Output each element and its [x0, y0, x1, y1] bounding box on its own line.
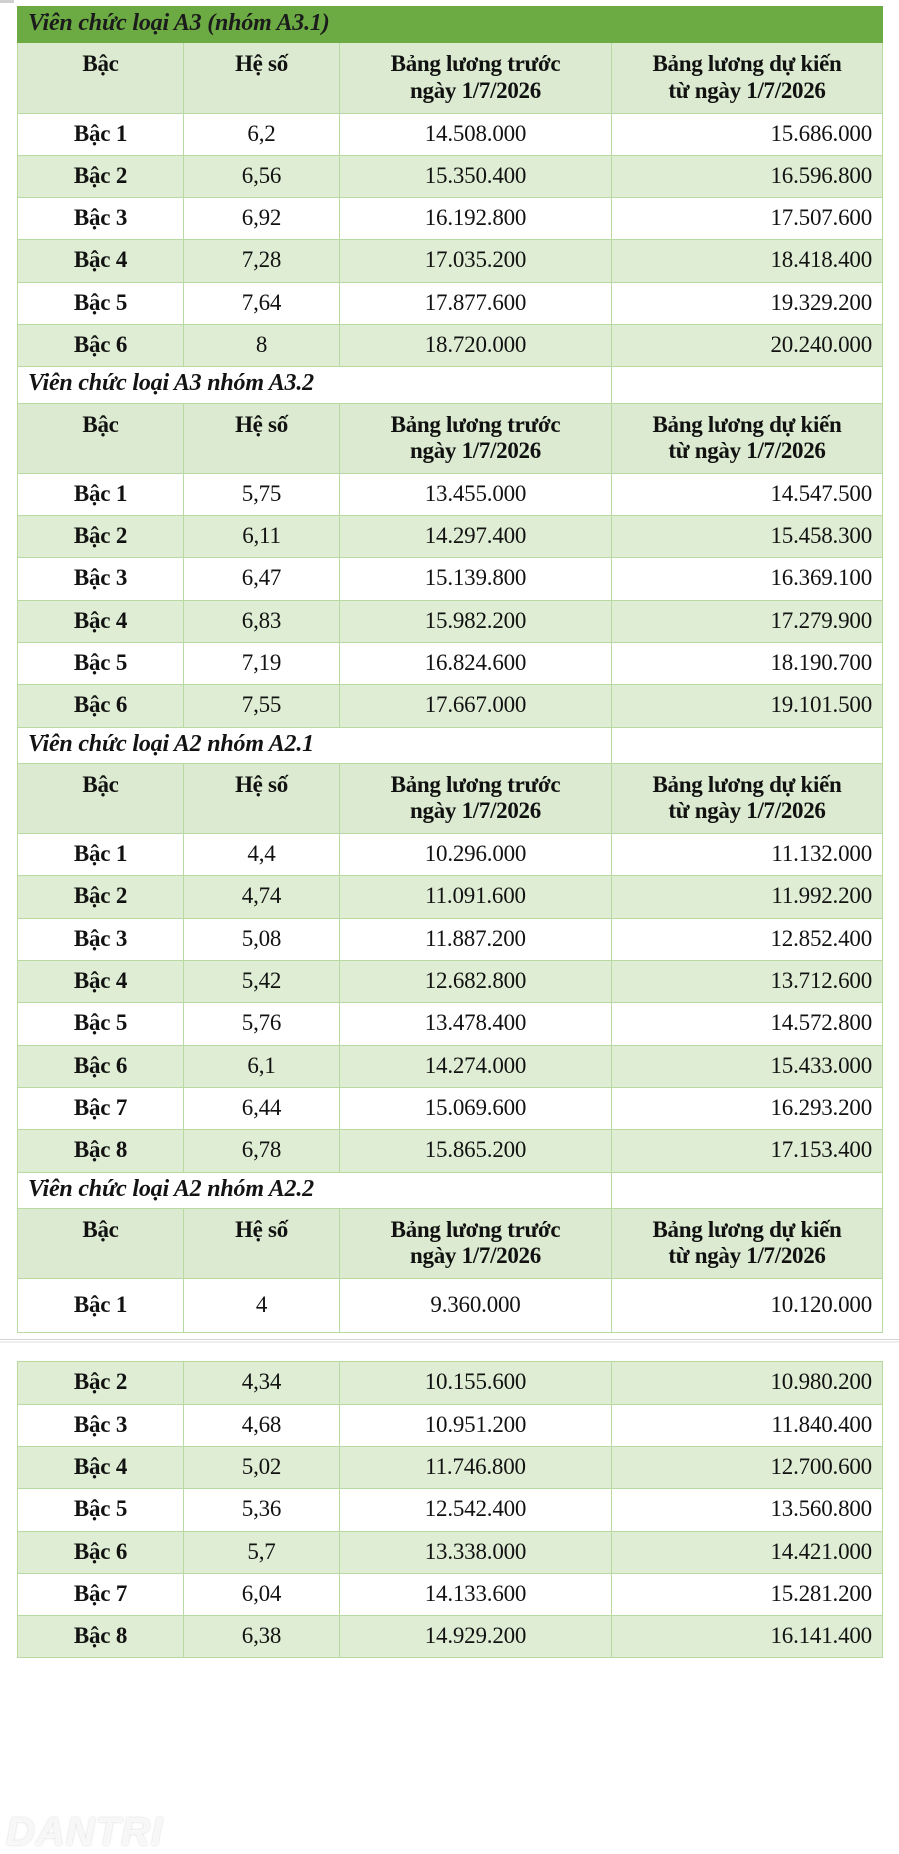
screenshot-seam [0, 1333, 899, 1355]
table-row [18, 834, 883, 876]
column-header-he-so: Hệ số [184, 403, 340, 473]
cell-salary-after: 12.700.600 [612, 1446, 883, 1488]
cell-he-so: 5,75 [184, 473, 340, 515]
group-title-label: Viên chức loại A3 (nhóm A3.1) [18, 7, 883, 43]
group-title-row [18, 727, 883, 763]
cell-bac: Bậc 6 [18, 325, 184, 367]
column-header-after-line2: từ ngày 1/7/2026 [668, 438, 826, 464]
table-row [18, 1531, 883, 1573]
table-row [18, 961, 883, 1003]
cell-salary-before: 10.155.600 [340, 1362, 612, 1404]
cell-salary-before: 17.877.600 [340, 282, 612, 324]
group-title-row [18, 1172, 883, 1208]
cell-salary-after: 20.240.000 [612, 325, 883, 367]
table-row [18, 240, 883, 282]
cell-he-so: 5,76 [184, 1003, 340, 1045]
column-header-after-line1: Bảng lương dự kiến [652, 51, 842, 77]
cell-bac: Bậc 3 [18, 198, 184, 240]
cell-salary-after: 16.596.800 [612, 155, 883, 197]
cell-salary-before: 13.338.000 [340, 1531, 612, 1573]
cell-salary-before: 12.542.400 [340, 1489, 612, 1531]
cell-bac: Bậc 6 [18, 1045, 184, 1087]
column-header-before [340, 43, 612, 113]
cell-bac: Bậc 6 [18, 1531, 184, 1573]
cell-salary-before: 11.746.800 [340, 1446, 612, 1488]
cell-bac: Bậc 8 [18, 1616, 184, 1658]
cell-he-so: 6,2 [184, 113, 340, 155]
column-header-before-line1: Bảng lương trước [390, 411, 561, 437]
cell-bac: Bậc 3 [18, 1404, 184, 1446]
cell-salary-before: 11.091.600 [340, 876, 612, 918]
cell-bac: Bậc 4 [18, 961, 184, 1003]
cell-he-so: 6,78 [184, 1130, 340, 1172]
column-header-after-line2: từ ngày 1/7/2026 [668, 77, 826, 103]
table-row [18, 600, 883, 642]
cell-he-so: 6,04 [184, 1573, 340, 1615]
column-header-after [612, 1208, 883, 1278]
table-row [18, 1362, 883, 1404]
cell-he-so: 6,44 [184, 1087, 340, 1129]
cell-salary-after: 11.132.000 [612, 834, 883, 876]
table-row [18, 558, 883, 600]
column-header-he-so: Hệ số [184, 1208, 340, 1278]
cell-salary-after: 18.418.400 [612, 240, 883, 282]
table-row [18, 1279, 883, 1333]
table-row [18, 1404, 883, 1446]
cell-salary-after: 10.120.000 [612, 1279, 883, 1333]
table-row [18, 1003, 883, 1045]
cell-bac: Bậc 5 [18, 282, 184, 324]
cell-he-so: 6,56 [184, 155, 340, 197]
cell-he-so: 5,02 [184, 1446, 340, 1488]
cell-bac: Bậc 3 [18, 558, 184, 600]
cell-salary-before: 15.865.200 [340, 1130, 612, 1172]
column-header-after [612, 403, 883, 473]
table-row [18, 685, 883, 727]
cell-salary-before: 11.887.200 [340, 918, 612, 960]
column-header-bac: Bậc [18, 43, 184, 113]
salary-sheet-bottom [0, 1355, 899, 1658]
cell-salary-before: 15.069.600 [340, 1087, 612, 1129]
table-row [18, 1130, 883, 1172]
cell-he-so: 5,7 [184, 1531, 340, 1573]
table-row [18, 1446, 883, 1488]
cell-he-so: 6,92 [184, 198, 340, 240]
cell-he-so: 6,11 [184, 516, 340, 558]
cell-salary-before: 15.350.400 [340, 155, 612, 197]
table-row [18, 325, 883, 367]
cell-he-so: 6,38 [184, 1616, 340, 1658]
cell-salary-before: 14.274.000 [340, 1045, 612, 1087]
cell-bac: Bậc 7 [18, 1087, 184, 1129]
column-header-after [612, 763, 883, 833]
cell-salary-before: 18.720.000 [340, 325, 612, 367]
cell-salary-after: 17.507.600 [612, 198, 883, 240]
cell-salary-after: 14.421.000 [612, 1531, 883, 1573]
cell-salary-after: 15.458.300 [612, 516, 883, 558]
cell-he-so: 8 [184, 325, 340, 367]
cell-salary-after: 14.572.800 [612, 1003, 883, 1045]
cell-he-so: 5,42 [184, 961, 340, 1003]
column-header-before-line2: ngày 1/7/2026 [410, 77, 541, 103]
table-row [18, 918, 883, 960]
table-row [18, 155, 883, 197]
table-row [18, 473, 883, 515]
column-header-he-so: Hệ số [184, 43, 340, 113]
cell-salary-before: 15.982.200 [340, 600, 612, 642]
cell-bac: Bậc 4 [18, 600, 184, 642]
column-header-after [612, 43, 883, 113]
column-header-row [18, 1208, 883, 1278]
cell-salary-after: 18.190.700 [612, 643, 883, 685]
cell-he-so: 4,4 [184, 834, 340, 876]
cell-salary-after: 15.686.000 [612, 113, 883, 155]
cell-he-so: 4,34 [184, 1362, 340, 1404]
column-header-after-line2: từ ngày 1/7/2026 [668, 798, 826, 824]
table-row [18, 113, 883, 155]
cell-salary-after: 14.547.500 [612, 473, 883, 515]
cell-salary-after: 11.840.400 [612, 1404, 883, 1446]
cell-salary-after: 11.992.200 [612, 876, 883, 918]
cell-he-so: 6,83 [184, 600, 340, 642]
cell-he-so: 7,19 [184, 643, 340, 685]
cell-he-so: 5,08 [184, 918, 340, 960]
cell-bac: Bậc 3 [18, 918, 184, 960]
cell-salary-before: 10.951.200 [340, 1404, 612, 1446]
cell-salary-before: 12.682.800 [340, 961, 612, 1003]
table-row [18, 1087, 883, 1129]
group-title-row [18, 367, 883, 403]
cell-salary-after: 13.560.800 [612, 1489, 883, 1531]
table-row [18, 198, 883, 240]
cell-bac: Bậc 2 [18, 516, 184, 558]
cell-salary-after: 15.281.200 [612, 1573, 883, 1615]
salary-table [17, 1361, 883, 1658]
column-header-row [18, 763, 883, 833]
cell-he-so: 7,28 [184, 240, 340, 282]
column-header-before-line2: ngày 1/7/2026 [410, 798, 541, 824]
table-row [18, 282, 883, 324]
cell-bac: Bậc 4 [18, 1446, 184, 1488]
dantri-watermark: DANTRI [6, 1810, 164, 1854]
cell-salary-after: 16.293.200 [612, 1087, 883, 1129]
cell-salary-before: 13.478.400 [340, 1003, 612, 1045]
table-row [18, 516, 883, 558]
cell-salary-before: 13.455.000 [340, 473, 612, 515]
column-header-before [340, 763, 612, 833]
cell-salary-before: 16.192.800 [340, 198, 612, 240]
cell-bac: Bậc 5 [18, 643, 184, 685]
column-header-before-line1: Bảng lương trước [390, 51, 561, 77]
column-header-bac: Bậc [18, 403, 184, 473]
cell-salary-after: 17.153.400 [612, 1130, 883, 1172]
table-row [18, 1045, 883, 1087]
cell-he-so: 4,68 [184, 1404, 340, 1446]
cell-salary-after: 10.980.200 [612, 1362, 883, 1404]
column-header-before [340, 403, 612, 473]
cell-bac: Bậc 8 [18, 1130, 184, 1172]
column-header-before-line2: ngày 1/7/2026 [410, 438, 541, 464]
cell-bac: Bậc 1 [18, 834, 184, 876]
table-row [18, 643, 883, 685]
cell-he-so: 6,47 [184, 558, 340, 600]
column-header-before [340, 1208, 612, 1278]
column-header-after-line1: Bảng lương dự kiến [652, 1216, 842, 1242]
group-title-label: Viên chức loại A2 nhóm A2.2 [18, 1172, 612, 1208]
salary-table [17, 6, 883, 1333]
cell-salary-after: 16.141.400 [612, 1616, 883, 1658]
group-title-label: Viên chức loại A3 nhóm A3.2 [18, 367, 612, 403]
table-row [18, 1616, 883, 1658]
cell-bac: Bậc 4 [18, 240, 184, 282]
cell-salary-before: 16.824.600 [340, 643, 612, 685]
column-header-row [18, 43, 883, 113]
cell-bac: Bậc 5 [18, 1003, 184, 1045]
cell-bac: Bậc 1 [18, 113, 184, 155]
group-title-row [18, 7, 883, 43]
cell-salary-before: 17.667.000 [340, 685, 612, 727]
cell-bac: Bậc 7 [18, 1573, 184, 1615]
table-row [18, 1573, 883, 1615]
cell-he-so: 7,55 [184, 685, 340, 727]
cell-salary-after: 15.433.000 [612, 1045, 883, 1087]
cell-salary-after: 17.279.900 [612, 600, 883, 642]
cell-salary-after: 19.101.500 [612, 685, 883, 727]
cell-salary-after: 12.852.400 [612, 918, 883, 960]
cell-salary-after: 19.329.200 [612, 282, 883, 324]
column-header-he-so: Hệ số [184, 763, 340, 833]
column-header-bac: Bậc [18, 763, 184, 833]
cell-bac: Bậc 2 [18, 155, 184, 197]
cell-bac: Bậc 6 [18, 685, 184, 727]
column-header-row [18, 403, 883, 473]
group-title-blank [612, 367, 883, 403]
group-title-label: Viên chức loại A2 nhóm A2.1 [18, 727, 612, 763]
column-header-bac: Bậc [18, 1208, 184, 1278]
cell-he-so: 4 [184, 1279, 340, 1333]
cell-bac: Bậc 1 [18, 473, 184, 515]
cell-he-so: 5,36 [184, 1489, 340, 1531]
table-row [18, 1489, 883, 1531]
cell-bac: Bậc 2 [18, 876, 184, 918]
cell-salary-before: 10.296.000 [340, 834, 612, 876]
cell-bac: Bậc 2 [18, 1362, 184, 1404]
column-header-before-line1: Bảng lương trước [390, 771, 561, 797]
cell-salary-before: 14.297.400 [340, 516, 612, 558]
group-title-blank [612, 727, 883, 763]
cell-salary-before: 14.508.000 [340, 113, 612, 155]
cell-salary-before: 14.929.200 [340, 1616, 612, 1658]
cell-he-so: 6,1 [184, 1045, 340, 1087]
column-header-before-line1: Bảng lương trước [390, 1216, 561, 1242]
group-title-blank [612, 1172, 883, 1208]
cell-salary-before: 14.133.600 [340, 1573, 612, 1615]
column-header-after-line2: từ ngày 1/7/2026 [668, 1243, 826, 1269]
cell-bac: Bậc 1 [18, 1279, 184, 1333]
cell-he-so: 4,74 [184, 876, 340, 918]
column-header-after-line1: Bảng lương dự kiến [652, 771, 842, 797]
cell-bac: Bậc 5 [18, 1489, 184, 1531]
table-row [18, 876, 883, 918]
cell-salary-before: 15.139.800 [340, 558, 612, 600]
column-header-after-line1: Bảng lương dự kiến [652, 411, 842, 437]
cell-salary-after: 16.369.100 [612, 558, 883, 600]
cell-salary-after: 13.712.600 [612, 961, 883, 1003]
cell-salary-before: 17.035.200 [340, 240, 612, 282]
cell-he-so: 7,64 [184, 282, 340, 324]
column-header-before-line2: ngày 1/7/2026 [410, 1243, 541, 1269]
cell-salary-before: 9.360.000 [340, 1279, 612, 1333]
